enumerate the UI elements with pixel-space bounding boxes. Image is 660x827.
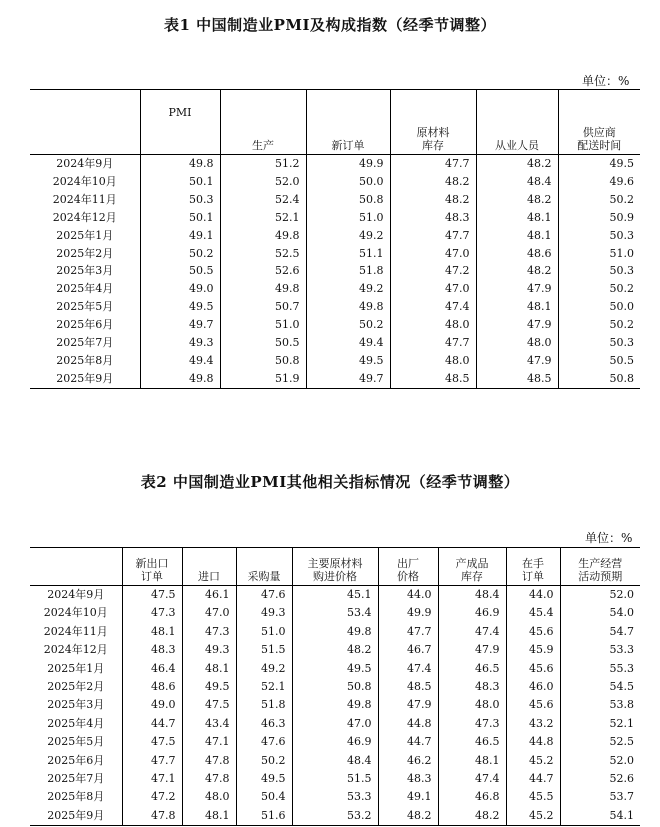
table-cell: 46.4 bbox=[122, 660, 182, 678]
table-cell: 51.8 bbox=[306, 262, 390, 280]
table-row bbox=[30, 788, 640, 806]
table-cell: 50.2 bbox=[558, 280, 640, 298]
table-cell: 47.7 bbox=[122, 752, 182, 770]
table-cell: 53.2 bbox=[292, 807, 378, 826]
table-cell: 44.0 bbox=[506, 586, 560, 605]
table-row bbox=[30, 752, 640, 770]
table-row bbox=[30, 334, 640, 352]
table-cell: 48.1 bbox=[182, 660, 236, 678]
table-cell: 54.0 bbox=[560, 604, 640, 622]
table-cell: 54.1 bbox=[560, 807, 640, 826]
table-cell: 44.7 bbox=[122, 715, 182, 733]
table-cell: 48.2 bbox=[476, 262, 558, 280]
table-cell: 44.7 bbox=[378, 733, 438, 751]
table-cell: 49.6 bbox=[558, 173, 640, 191]
row-label: 2024年9月 bbox=[56, 157, 114, 170]
table-cell: 52.0 bbox=[560, 586, 640, 605]
table-cell: 50.2 bbox=[558, 316, 640, 334]
table-cell: 51.0 bbox=[220, 316, 306, 334]
table-cell: 53.4 bbox=[292, 604, 378, 622]
table-cell: 44.0 bbox=[378, 586, 438, 605]
table-cell: 48.2 bbox=[476, 191, 558, 209]
table-cell: 49.5 bbox=[306, 352, 390, 370]
table-cell: 49.7 bbox=[306, 370, 390, 388]
table-cell: 48.6 bbox=[122, 678, 182, 696]
table-cell: 50.3 bbox=[558, 334, 640, 352]
table-cell: 48.3 bbox=[378, 770, 438, 788]
table-cell: 52.5 bbox=[220, 245, 306, 263]
table-cell: 51.6 bbox=[236, 807, 292, 826]
table-cell: 46.9 bbox=[438, 604, 506, 622]
row-label: 2025年8月 bbox=[47, 790, 105, 804]
row-label: 2024年11月 bbox=[43, 624, 108, 638]
table-cell: 45.1 bbox=[292, 586, 378, 605]
table-cell: 48.5 bbox=[390, 370, 476, 388]
table-cell: 51.9 bbox=[220, 370, 306, 388]
table-row bbox=[30, 155, 640, 173]
table-cell: 50.2 bbox=[140, 245, 220, 263]
table-cell: 47.9 bbox=[476, 352, 558, 370]
table-cell: 50.2 bbox=[558, 191, 640, 209]
table-cell: 47.9 bbox=[476, 316, 558, 334]
table-cell: 51.0 bbox=[558, 245, 640, 263]
table-row bbox=[30, 807, 640, 826]
row-label: 2025年1月 bbox=[47, 661, 105, 675]
table-cell: 50.5 bbox=[558, 352, 640, 370]
table-cell: 53.3 bbox=[292, 788, 378, 806]
table-cell: 50.1 bbox=[140, 209, 220, 227]
row-label: 2025年4月 bbox=[56, 282, 114, 296]
table-cell: 48.2 bbox=[476, 155, 558, 173]
table-cell: 50.3 bbox=[558, 262, 640, 280]
table-cell: 47.9 bbox=[476, 280, 558, 298]
table-cell: 47.7 bbox=[390, 334, 476, 352]
table-cell: 47.6 bbox=[236, 586, 292, 605]
row-label: 2025年1月 bbox=[56, 228, 114, 242]
table2-header-business-expectations: 生产经营 活动预期 bbox=[560, 548, 640, 586]
table-cell: 47.0 bbox=[390, 245, 476, 263]
table-cell: 52.6 bbox=[220, 262, 306, 280]
table-cell: 49.3 bbox=[182, 641, 236, 659]
table-cell: 48.1 bbox=[438, 752, 506, 770]
table-cell: 47.5 bbox=[182, 696, 236, 714]
table-cell: 46.0 bbox=[506, 678, 560, 696]
table-cell: 55.3 bbox=[560, 660, 640, 678]
table-cell: 45.4 bbox=[506, 604, 560, 622]
table2-header-backlog-orders: 在手 订单 bbox=[506, 548, 560, 586]
table-cell: 49.8 bbox=[220, 227, 306, 245]
table-cell: 48.1 bbox=[476, 227, 558, 245]
table-cell: 45.9 bbox=[506, 641, 560, 659]
table-cell: 47.2 bbox=[122, 788, 182, 806]
table-cell: 50.9 bbox=[558, 209, 640, 227]
table-cell: 47.7 bbox=[378, 623, 438, 641]
table-cell: 51.5 bbox=[236, 641, 292, 659]
table-cell: 47.3 bbox=[438, 715, 506, 733]
table-cell: 50.0 bbox=[558, 298, 640, 316]
table-cell: 49.4 bbox=[306, 334, 390, 352]
table-cell: 45.6 bbox=[506, 660, 560, 678]
table-cell: 52.0 bbox=[560, 752, 640, 770]
row-label: 2025年3月 bbox=[47, 698, 105, 712]
table1-header-pmi: PMI bbox=[140, 90, 220, 155]
table-cell: 49.5 bbox=[140, 298, 220, 316]
table1-title: 表1 中国制造业PMI及构成指数（经季节调整） bbox=[163, 16, 497, 34]
table-cell: 49.8 bbox=[306, 298, 390, 316]
table-cell: 49.8 bbox=[140, 370, 220, 388]
table-row bbox=[30, 352, 640, 370]
table2-header-output-prices: 出厂 价格 bbox=[378, 548, 438, 586]
table-cell: 46.3 bbox=[236, 715, 292, 733]
table-cell: 51.0 bbox=[236, 623, 292, 641]
table-cell: 50.2 bbox=[306, 316, 390, 334]
table1 bbox=[30, 89, 640, 389]
table-cell: 47.6 bbox=[236, 733, 292, 751]
table-cell: 46.7 bbox=[378, 641, 438, 659]
table-cell: 54.7 bbox=[560, 623, 640, 641]
table-cell: 45.5 bbox=[506, 788, 560, 806]
table1-header-supplier-delivery: 供应商 配送时间 bbox=[558, 90, 640, 155]
table-row bbox=[30, 191, 640, 209]
table-cell: 48.1 bbox=[476, 298, 558, 316]
row-label: 2025年7月 bbox=[56, 336, 114, 350]
table-cell: 48.0 bbox=[438, 696, 506, 714]
table1-header-raw-material-inventory: 原材料 库存 bbox=[390, 90, 476, 155]
table-cell: 47.7 bbox=[390, 227, 476, 245]
table-cell: 47.9 bbox=[378, 696, 438, 714]
table-cell: 48.5 bbox=[476, 370, 558, 388]
table-cell: 47.8 bbox=[122, 807, 182, 826]
table-cell: 49.5 bbox=[182, 678, 236, 696]
table-cell: 53.3 bbox=[560, 641, 640, 659]
row-label: 2024年12月 bbox=[43, 643, 108, 657]
table-cell: 49.8 bbox=[220, 280, 306, 298]
row-label: 2025年9月 bbox=[30, 807, 122, 826]
row-label: 2024年10月 bbox=[43, 606, 108, 620]
table-cell: 47.4 bbox=[438, 623, 506, 641]
table-cell: 48.0 bbox=[390, 316, 476, 334]
table-cell: 49.7 bbox=[140, 316, 220, 334]
table-cell: 52.4 bbox=[220, 191, 306, 209]
table-cell: 49.3 bbox=[140, 334, 220, 352]
table-cell: 49.8 bbox=[292, 696, 378, 714]
table-row bbox=[30, 641, 640, 659]
table-cell: 48.2 bbox=[390, 191, 476, 209]
table-cell: 49.1 bbox=[378, 788, 438, 806]
table-cell: 47.0 bbox=[292, 715, 378, 733]
table-cell: 51.2 bbox=[220, 155, 306, 173]
table-cell: 52.1 bbox=[560, 715, 640, 733]
row-label: 2025年9月 bbox=[30, 370, 140, 388]
table-cell: 50.5 bbox=[140, 262, 220, 280]
row-label: 2025年2月 bbox=[56, 246, 114, 260]
table-cell: 53.8 bbox=[560, 696, 640, 714]
table-cell: 49.8 bbox=[140, 155, 220, 173]
table-row bbox=[30, 770, 640, 788]
table-cell: 54.5 bbox=[560, 678, 640, 696]
table2 bbox=[30, 547, 640, 826]
table-cell: 50.8 bbox=[220, 352, 306, 370]
table-cell: 47.8 bbox=[182, 752, 236, 770]
table-cell: 47.1 bbox=[122, 770, 182, 788]
table-row bbox=[30, 370, 640, 388]
table-cell: 50.8 bbox=[306, 191, 390, 209]
table-cell: 50.4 bbox=[236, 788, 292, 806]
table-cell: 45.6 bbox=[506, 623, 560, 641]
table-row bbox=[30, 660, 640, 678]
table-row bbox=[30, 227, 640, 245]
table-cell: 49.9 bbox=[378, 604, 438, 622]
table-cell: 44.8 bbox=[378, 715, 438, 733]
table1-header-new-orders: 新订单 bbox=[306, 90, 390, 155]
table-cell: 48.0 bbox=[182, 788, 236, 806]
row-label: 2025年7月 bbox=[47, 772, 105, 786]
table-row bbox=[30, 678, 640, 696]
table-cell: 49.5 bbox=[292, 660, 378, 678]
table-cell: 49.9 bbox=[306, 155, 390, 173]
table-cell: 52.1 bbox=[236, 678, 292, 696]
table-cell: 47.3 bbox=[122, 604, 182, 622]
table-row bbox=[30, 733, 640, 751]
row-label: 2025年6月 bbox=[56, 318, 114, 332]
table-cell: 44.7 bbox=[506, 770, 560, 788]
table-cell: 48.6 bbox=[476, 245, 558, 263]
table-cell: 51.8 bbox=[236, 696, 292, 714]
row-label: 2024年9月 bbox=[47, 588, 105, 601]
row-label: 2025年5月 bbox=[56, 300, 114, 314]
row-label: 2024年10月 bbox=[52, 174, 117, 188]
table-cell: 48.4 bbox=[438, 586, 506, 605]
table-cell: 46.9 bbox=[292, 733, 378, 751]
table2-header-corner bbox=[30, 548, 122, 586]
table-cell: 47.1 bbox=[182, 733, 236, 751]
table-cell: 48.2 bbox=[292, 641, 378, 659]
table-cell: 49.1 bbox=[140, 227, 220, 245]
table-cell: 49.2 bbox=[306, 280, 390, 298]
table-cell: 43.4 bbox=[182, 715, 236, 733]
row-label: 2025年6月 bbox=[47, 753, 105, 767]
row-label: 2025年5月 bbox=[47, 735, 105, 749]
table-cell: 48.0 bbox=[476, 334, 558, 352]
table-cell: 45.2 bbox=[506, 752, 560, 770]
table-cell: 48.1 bbox=[476, 209, 558, 227]
table-row bbox=[30, 209, 640, 227]
table-row bbox=[30, 715, 640, 733]
table-cell: 50.7 bbox=[220, 298, 306, 316]
table-cell: 47.4 bbox=[378, 660, 438, 678]
table-cell: 47.9 bbox=[438, 641, 506, 659]
row-label: 2025年4月 bbox=[47, 716, 105, 730]
table2-title: 表2 中国制造业PMI其他相关指标情况（经季节调整） bbox=[140, 473, 520, 491]
table-cell: 47.2 bbox=[390, 262, 476, 280]
table-cell: 48.2 bbox=[390, 173, 476, 191]
table-cell: 45.6 bbox=[506, 696, 560, 714]
table-cell: 51.1 bbox=[306, 245, 390, 263]
table-cell: 48.2 bbox=[378, 807, 438, 826]
table-cell: 52.0 bbox=[220, 173, 306, 191]
table-cell: 52.1 bbox=[220, 209, 306, 227]
table-row bbox=[30, 604, 640, 622]
table-cell: 47.3 bbox=[182, 623, 236, 641]
table-cell: 50.0 bbox=[306, 173, 390, 191]
table-cell: 50.8 bbox=[292, 678, 378, 696]
table1-header-employment: 从业人员 bbox=[476, 90, 558, 155]
table-cell: 48.3 bbox=[438, 678, 506, 696]
table-cell: 43.2 bbox=[506, 715, 560, 733]
table-cell: 47.5 bbox=[122, 733, 182, 751]
table-cell: 48.5 bbox=[378, 678, 438, 696]
table1-unit: 单位：% bbox=[582, 74, 630, 88]
table2-header-finished-goods-inventory: 产成品 库存 bbox=[438, 548, 506, 586]
table-row bbox=[30, 280, 640, 298]
row-label: 2025年8月 bbox=[56, 353, 114, 367]
table-cell: 46.2 bbox=[378, 752, 438, 770]
table-cell: 50.2 bbox=[236, 752, 292, 770]
table-cell: 48.3 bbox=[390, 209, 476, 227]
table-cell: 49.2 bbox=[306, 227, 390, 245]
table-row bbox=[30, 245, 640, 263]
table1-header-corner bbox=[30, 90, 140, 155]
row-label: 2025年2月 bbox=[47, 680, 105, 694]
table-cell: 51.0 bbox=[306, 209, 390, 227]
table-cell: 47.5 bbox=[122, 586, 182, 605]
table-cell: 49.8 bbox=[292, 623, 378, 641]
table-cell: 49.5 bbox=[236, 770, 292, 788]
table-cell: 50.3 bbox=[558, 227, 640, 245]
table-cell: 49.4 bbox=[140, 352, 220, 370]
table-cell: 46.5 bbox=[438, 660, 506, 678]
table2-header-imports: 进口 bbox=[182, 548, 236, 586]
table-cell: 45.2 bbox=[506, 807, 560, 826]
table-cell: 48.1 bbox=[182, 807, 236, 826]
table-cell: 50.1 bbox=[140, 173, 220, 191]
table-cell: 47.4 bbox=[390, 298, 476, 316]
table-cell: 52.6 bbox=[560, 770, 640, 788]
table-cell: 47.4 bbox=[438, 770, 506, 788]
table-cell: 48.2 bbox=[438, 807, 506, 826]
table-cell: 51.5 bbox=[292, 770, 378, 788]
table-cell: 49.5 bbox=[558, 155, 640, 173]
table-row bbox=[30, 173, 640, 191]
table-cell: 49.2 bbox=[236, 660, 292, 678]
table-cell: 46.8 bbox=[438, 788, 506, 806]
table-cell: 49.0 bbox=[122, 696, 182, 714]
table2-header-input-prices: 主要原材料 购进价格 bbox=[292, 548, 378, 586]
table-row bbox=[30, 623, 640, 641]
row-label: 2025年3月 bbox=[56, 264, 114, 278]
row-label: 2024年12月 bbox=[52, 210, 117, 224]
table2-unit: 单位：% bbox=[585, 531, 633, 545]
table-cell: 50.8 bbox=[558, 370, 640, 388]
table-cell: 48.4 bbox=[292, 752, 378, 770]
table-cell: 48.3 bbox=[122, 641, 182, 659]
table2-header-purchase-quantity: 采购量 bbox=[236, 548, 292, 586]
table-cell: 46.1 bbox=[182, 586, 236, 605]
table2-header-new-export-orders: 新出口 订单 bbox=[122, 548, 182, 586]
table-cell: 44.8 bbox=[506, 733, 560, 751]
row-label: 2024年11月 bbox=[52, 192, 117, 206]
table-row bbox=[30, 262, 640, 280]
table-cell: 49.3 bbox=[236, 604, 292, 622]
table-row bbox=[30, 696, 640, 714]
table-cell: 48.0 bbox=[390, 352, 476, 370]
table-row bbox=[30, 316, 640, 334]
table-cell: 49.0 bbox=[140, 280, 220, 298]
table-row bbox=[30, 586, 640, 605]
table-cell: 46.5 bbox=[438, 733, 506, 751]
table-cell: 53.7 bbox=[560, 788, 640, 806]
table-cell: 47.0 bbox=[182, 604, 236, 622]
table-cell: 48.1 bbox=[122, 623, 182, 641]
table-cell: 47.7 bbox=[390, 155, 476, 173]
table-cell: 52.5 bbox=[560, 733, 640, 751]
table-cell: 50.3 bbox=[140, 191, 220, 209]
table-cell: 47.8 bbox=[182, 770, 236, 788]
table-cell: 48.4 bbox=[476, 173, 558, 191]
table-row bbox=[30, 298, 640, 316]
table1-header-production: 生产 bbox=[220, 90, 306, 155]
table-cell: 47.0 bbox=[390, 280, 476, 298]
table-cell: 50.5 bbox=[220, 334, 306, 352]
